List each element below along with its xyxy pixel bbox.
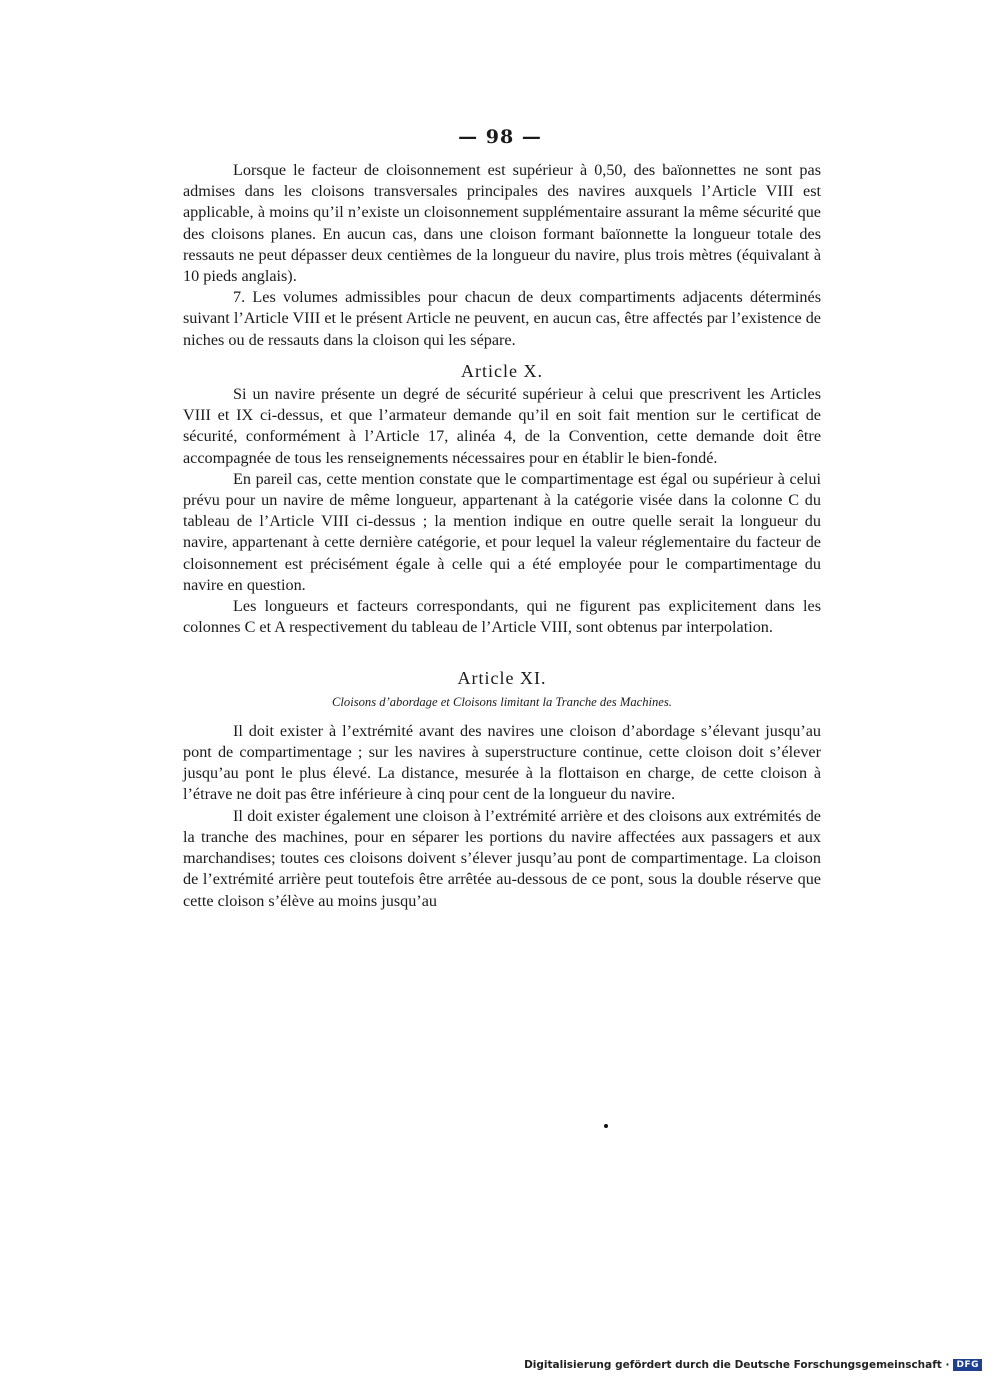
paragraph-baionnettes: Lorsque le facteur de cloisonnement est supérieur à 0,50, des baïonnettes ne sont pas admises dans les cloisons transversales principales des navires auxquels l’Article VIII est applicable, à moins qu’il n’existe un cloisonnement supplémentaire assurant la même sécurité que des cloisons planes. En aucun cas, dans une cloison formant baïonnette la longueur totale des ressauts ne peut dépasser deux centièmes de la longueur du navire, plus trois mètres (équivalant à 10 pieds anglais). (183, 161, 821, 286)
article-xi-subtitle: Cloisons d’abordage et Cloisons limitant la Tranche des Machines. (332, 694, 672, 709)
article-x-paragraph-3: Les longueurs et facteurs correspondants, qui ne figurent pas explicitement dans les colonnes C et A respectivement du tableau de l’Article VIII, sont obtenus par interpolation. (183, 597, 821, 637)
article-xi-heading: Article XI. (457, 668, 547, 689)
scan-speck (604, 1124, 608, 1128)
article-xi-paragraph-1: Il doit exister à l’extrémité avant des navires une cloison d’abordage s’élevant jusqu’au pont de compartimentage ; sur les navires à superstructure continue, cette cloison doit s’élever jusqu’au pont le plus élevé. La distance, mesurée à la flottaison en charge, de cette cloison à l’étrave ne doit pas être inférieure à cinq pour cent de la longueur du navire. (183, 721, 821, 804)
article-x-paragraph-1: Si un navire présente un degré de sécurité supérieur à celui que prescrivent les Articles VIII et IX ci-dessus, et que l’armateur demande qu’il en soit fait mention sur le certificat de sécurité, conformément à l’Article 17, alinéa 4, de la Convention, cette demande doit être accompagnée de tous les renseignements nécessaires pour en établir le bien-fondé. (183, 385, 821, 467)
dfg-logo-icon: DFG (953, 1359, 982, 1371)
paragraph-volumes: 7. Les volumes admissibles pour chacun de deux compartiments adjacents déterminés suivant l’Article VIII et le présent Article ne peuvent, en aucun cas, être affectés par l’existence de niches ou de ressauts dans la cloison qui les sépare. (183, 288, 821, 349)
footer-text: Digitalisierung gefördert durch die Deutsche Forschungsgemeinschaft · (524, 1359, 950, 1371)
article-x-heading: Article X. (461, 360, 543, 381)
article-xi-paragraph-2: Il doit exister également une cloison à l’extrémité arrière et des cloisons aux extrémités de la tranche des machines, pour en séparer les portions du navire affectées aux passagers et aux marchandises; toutes ces cloisons doivent s’élever jusqu’au pont de compartimentage. La cloison de l’extrémité arrière peut toutefois être arrêtée au-dessous de ce pont, sous la double réserve que cette cloison s’élève au moins jusqu’au (183, 806, 821, 910)
digitization-footer (524, 1359, 982, 1371)
body-text (183, 160, 821, 912)
article-x-paragraph-2: En pareil cas, cette mention constate que le compartimentage est égal ou supérieur à celui prévu pour un navire de même longueur, appartenant à la catégorie visée dans la colonne C du tableau de l’Article VIII ci-dessus ; la mention indique en outre quelle serait la longueur du navire, appartenant à cette dernière catégorie, et pour lequel la valeur réglementaire du facteur de cloisonnement est précisément égale à celle qui a été employée pour le compartimentage du navire en question. (183, 469, 821, 594)
page-number: — 98 — (458, 126, 542, 148)
